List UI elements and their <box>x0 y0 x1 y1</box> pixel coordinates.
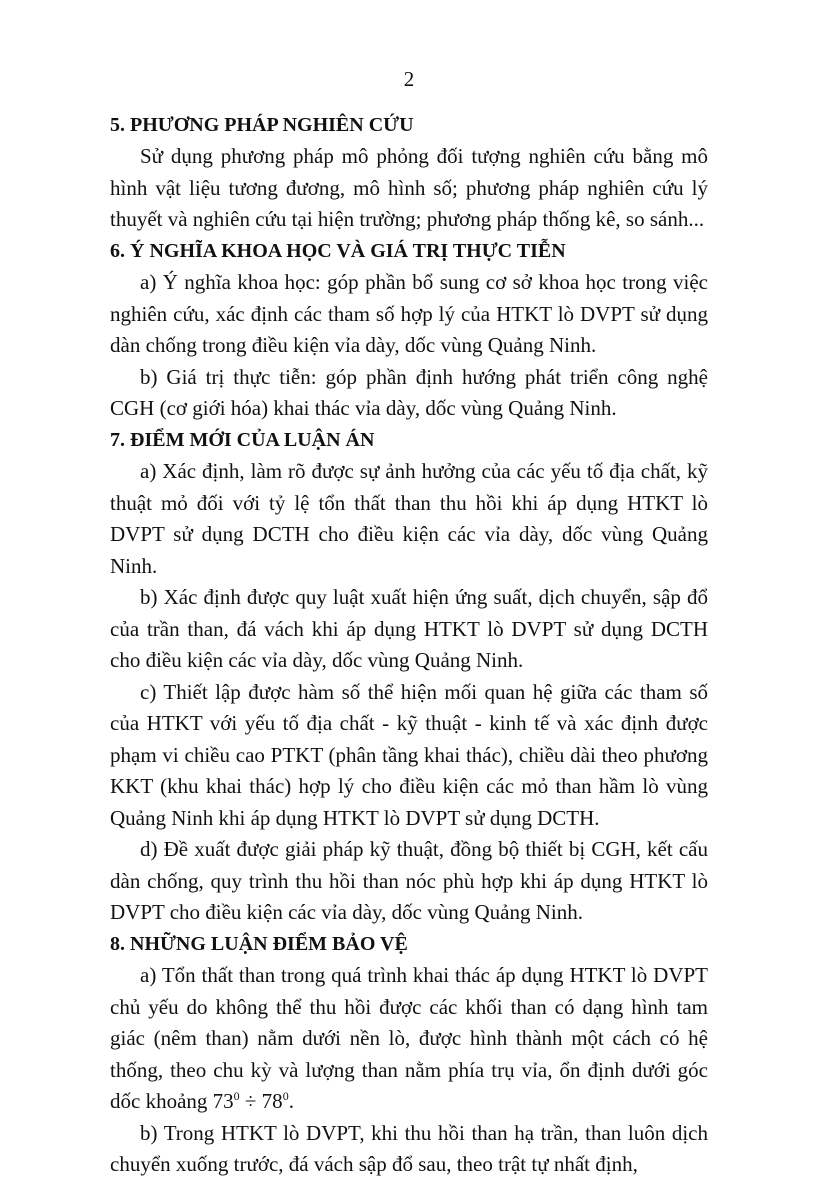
section-8-heading: 8. NHỮNG LUẬN ĐIỂM BẢO VỆ <box>110 932 408 955</box>
section-5-heading: 5. PHƯƠNG PHÁP NGHIÊN CỨU <box>110 113 414 136</box>
degree-superscript: 0 <box>233 1089 240 1103</box>
section-6-paragraph-a: a) Ý nghĩa khoa học: góp phần bổ sung cơ sở khoa học trong việc nghiên cứu, xác định các tham số hợp lý của HTKT lò DVPT sử dụng dàn chống trong điều kiện vỉa dày, dốc vùng Quảng Ninh. <box>110 270 708 357</box>
document-page <box>110 64 708 1181</box>
sentence-end: . <box>288 1089 294 1113</box>
section-7-heading: 7. ĐIỂM MỚI CỦA LUẬN ÁN <box>110 428 375 451</box>
section-8-paragraph-a-text: a) Tổn thất than trong quá trình khai thác áp dụng HTKT lò DVPT chủ yếu do không thể thu hồi được các khối than có dạng hình tam giác (nêm than) nằm dưới nền lò, được hình thành một cách có hệ thống, theo chu kỳ và lượng than nằm phía trụ vỉa, ổn định dưới góc dốc khoảng 73 <box>110 963 708 1113</box>
section-8-paragraph-a <box>110 960 708 1118</box>
section-7-paragraph-d: d) Đề xuất được giải pháp kỹ thuật, đồng bộ thiết bị CGH, kết cấu dàn chống, quy trình thu hồi than nóc phù hợp khi áp dụng HTKT lò DVPT cho điều kiện các vỉa dày, dốc vùng Quảng Ninh. <box>110 837 708 924</box>
section-8-paragraph-b: b) Trong HTKT lò DVPT, khi thu hồi than hạ trần, than luôn dịch chuyển xuống trước, đá vách sập đổ sau, theo trật tự nhất định, <box>110 1120 708 1176</box>
section-7-paragraph-a: a) Xác định, làm rõ được sự ảnh hưởng của các yếu tố địa chất, kỹ thuật mỏ đối với tỷ lệ tổn thất than thu hồi khi áp dụng HTKT lò DVPT sử dụng DCTH cho điều kiện các vỉa dày, dốc vùng Quảng Ninh. <box>110 459 708 578</box>
angle-range-text: ÷ 78 <box>239 1089 283 1113</box>
section-6-paragraph-b: b) Giá trị thực tiễn: góp phần định hướng phát triển công nghệ CGH (cơ giới hóa) khai thác vỉa dày, dốc vùng Quảng Ninh. <box>110 364 708 420</box>
section-5-paragraph: Sử dụng phương pháp mô phỏng đối tượng nghiên cứu bằng mô hình vật liệu tương đương, mô hình số; phương pháp nghiên cứu lý thuyết và nghiên cứu tại hiện trường; phương pháp thống kê, so sánh... <box>110 144 708 231</box>
section-7-paragraph-c: c) Thiết lập được hàm số thể hiện mối quan hệ giữa các tham số của HTKT với yếu tố địa chất - kỹ thuật - kinh tế và xác định được phạm vi chiều cao PTKT (phân tầng khai thác), chiều dài theo phương KKT (khu khai thác) hợp lý cho điều kiện các mỏ than hầm lò vùng Quảng Ninh khi áp dụng HTKT lò DVPT sử dụng DCTH. <box>110 679 708 830</box>
section-6-heading: 6. Ý NGHĨA KHOA HỌC VÀ GIÁ TRỊ THỰC TIỄN <box>110 239 566 262</box>
section-7-paragraph-b: b) Xác định được quy luật xuất hiện ứng suất, dịch chuyển, sập đổ của trần than, đá vách khi áp dụng HTKT lò DVPT sử dụng DCTH cho điều kiện các vỉa dày, dốc vùng Quảng Ninh. <box>110 585 708 672</box>
degree-superscript: 0 <box>282 1089 289 1103</box>
page-number: 2 <box>403 67 415 91</box>
